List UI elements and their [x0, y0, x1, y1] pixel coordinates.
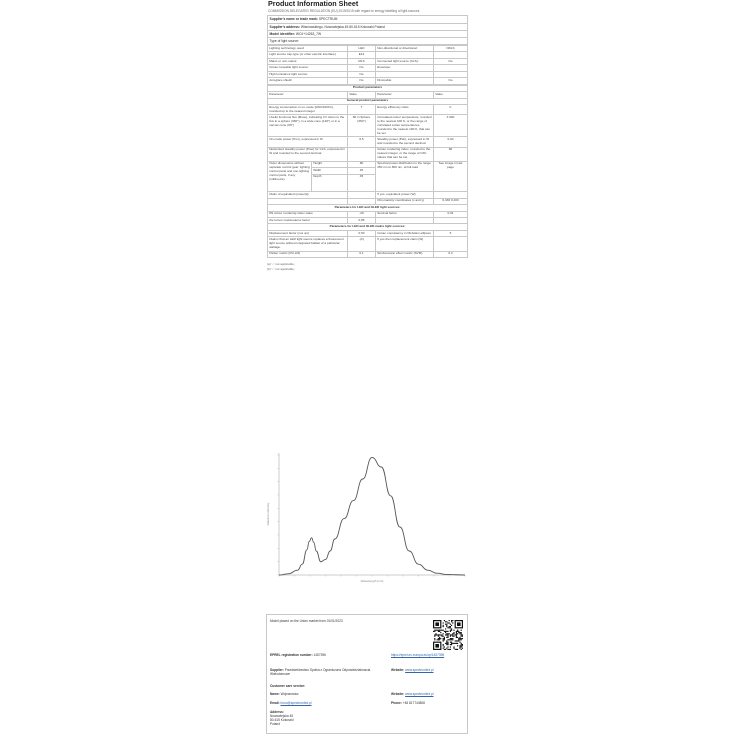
page-subtitle: COMMISSION DELEGATED REGULATION (EU) 2019/2015 with regard to energy labelling of light sources — [268, 8, 420, 13]
page-title: Product Information Sheet — [268, 0, 359, 8]
general-value-2: F — [434, 105, 468, 115]
mains-value: 0,50 — [348, 230, 376, 236]
supplier-address-row — [267, 24, 468, 31]
general-param-2: Standby power (Psb), expressed in W and rounded to the second decimal — [376, 137, 434, 147]
general-param: Energy consumption in on-mode (kWh/1000 h), rounded up to the nearest integer — [268, 105, 348, 115]
mains-param-2: If yes then replacement claim (W) — [376, 237, 434, 251]
mains-parameters-title: Parameters for LED and OLED mains light sources: — [268, 224, 468, 230]
phone-label: Phone: — [391, 701, 402, 705]
product-parameters-table — [267, 85, 468, 258]
supplier-value: Przedsiebiorstwo Spolka z Ograniczona Odpowiedzialnoscia Wielodomowe — [270, 668, 371, 676]
general-row — [268, 137, 468, 147]
chromaticity-value: 0,436 0,403 — [434, 198, 468, 204]
email-row — [270, 701, 312, 705]
address-label: Address: — [270, 710, 284, 714]
email-label: Email: — [270, 701, 280, 705]
spectral-distribution-value: See image in last page — [434, 161, 468, 192]
led-parameters-body — [268, 211, 468, 224]
info-box — [266, 614, 468, 734]
general-param-2: Colour rendering index, rounded to the nearest integer, or the range of CRI-values that can be set — [376, 147, 434, 161]
website-link[interactable]: www.spectrumled.pl — [405, 668, 434, 672]
supplier-block — [267, 15, 468, 44]
light-source-type-table — [267, 45, 468, 85]
phone-row — [391, 701, 425, 705]
general-parameters-title: General product parameters — [268, 98, 468, 104]
website-row — [391, 668, 433, 672]
led-value: 0,86 — [348, 218, 376, 224]
type-value: No — [348, 78, 376, 84]
type-param: Anti-glare shield: — [268, 78, 348, 84]
general-param: Networked standby power (Pnet) for CLS, expressed in W and rounded to the second decimal — [268, 147, 348, 161]
general-row — [268, 147, 468, 161]
chart-ticks — [278, 455, 466, 577]
dimension-depth-label: Depth — [312, 174, 348, 192]
market-placement-note: Model placed on the Union market from 01/01/2023 — [270, 619, 343, 623]
mains-row — [268, 251, 468, 257]
mains-value-2: 5 — [434, 230, 468, 236]
product-parameters-title: Product parameters — [268, 85, 468, 91]
supplier-name-value: SPECTRUM — [318, 17, 338, 22]
model-identifier-label: Model identifier: — [269, 31, 295, 36]
mains-param-2: Stroboscopic effect metric (SVM) — [376, 251, 434, 257]
address-block — [270, 710, 294, 727]
eprel-label: EPREL registration number: — [270, 653, 313, 657]
type-param-2: Connected light source (CLS): — [376, 58, 434, 64]
general-param: Useful luminous flux (Φuse), indicating if it refers to the flux in a sphere (360°), in a wide cone (120°) or in a narrow cone (90°) — [268, 115, 348, 137]
mains-param: Claims that an LED light source replaces a fluorescent light source without integrated ballast of a particular wattage. — [268, 237, 348, 251]
dimension-width-label: Width — [312, 168, 348, 174]
type-param-2: Envelope: — [376, 65, 434, 71]
email-link[interactable]: biuro@spectrumled.pl — [280, 701, 312, 705]
general-row — [268, 105, 468, 115]
type-param: Lighting technology used: — [268, 45, 348, 51]
name-value: Wojnarowicz — [280, 692, 299, 696]
general-value — [348, 147, 376, 161]
type-value: LED — [348, 45, 376, 51]
supplier-label: Supplier: — [270, 668, 284, 672]
mains-value-2: 0,4 — [434, 251, 468, 257]
led-param-2: Survival factor — [376, 211, 434, 217]
supplier-row — [270, 668, 382, 676]
eprel-row — [270, 653, 326, 657]
mains-row — [268, 237, 468, 251]
y-axis-label: Relative intensity — [266, 502, 270, 526]
general-parameters-body — [268, 105, 468, 162]
type-param: High luminance light source: — [268, 71, 348, 77]
general-value: 6,5 — [348, 137, 376, 147]
mains-value-2 — [434, 237, 468, 251]
eprel-link[interactable]: https://eprel.ec.europa.eu/qr/1457396 — [391, 653, 445, 657]
phone-value: +48 817744808 — [402, 701, 425, 705]
website2-row — [391, 692, 433, 696]
dimension-height-label: Height — [312, 161, 348, 167]
eprel-value: 1457396 — [313, 653, 326, 657]
led-parameters-title: Parameters for LED and OLED light sources: — [268, 205, 468, 211]
address-line-3: Poland — [270, 722, 280, 727]
header-value-2: Value — [434, 92, 468, 98]
type-row — [268, 78, 468, 84]
type-value: No — [348, 71, 376, 77]
type-table-body — [268, 45, 468, 84]
equivalent-power-label: If yes, equivalent power (W) — [376, 192, 434, 198]
mains-param: Displacement factor (cos φ1) — [268, 230, 348, 236]
model-identifier-row — [267, 31, 468, 38]
spectral-power-distribution-chart — [265, 449, 471, 585]
footnote-b: (b) '-': not applicable; — [267, 266, 295, 271]
type-param: Colour-tuneable light source: — [268, 65, 348, 71]
type-value: E14 — [348, 52, 376, 58]
mains-value: 0,1 — [348, 251, 376, 257]
name-label: Name: — [270, 692, 280, 696]
general-value: 7 — [348, 105, 376, 115]
led-param: the lumen maintenance factor — [268, 218, 348, 224]
header-parameter: Parameter — [268, 92, 348, 98]
led-param: R9 colour rendering index value — [268, 211, 348, 217]
chromaticity-label: Chromaticity coordinates (x and y) — [376, 198, 434, 204]
spectrum-series-line — [279, 457, 465, 575]
mains-param: Flicker metric (Pst LM) — [268, 251, 348, 257]
general-value-2: 3 000 — [434, 115, 468, 137]
led-value: -20 — [348, 211, 376, 217]
equivalent-power-claim-label: Claim of equivalent power(a) — [268, 192, 348, 198]
outer-dimensions-label: Outer dimensions without separate control gear, lighting control parts and non-lighting control parts, if any (millimetre) — [268, 161, 312, 192]
website2-label: Website: — [391, 692, 405, 696]
type-value-2: No — [434, 58, 468, 64]
footnote-a: (a) '-': not applicable; — [267, 261, 295, 266]
address-line-1: Nowowiejska 45 — [270, 714, 294, 719]
general-param: On-mode power (Pon), expressed in W — [268, 137, 348, 147]
supplier-address-value: Wisniowskiego, Nowowiejska 45 80-615 Kokoszki Poland — [300, 24, 385, 29]
general-value: 80 in Sphere (360°) — [348, 115, 376, 137]
header-value: Value — [348, 92, 376, 98]
general-value-2: 80 — [434, 147, 468, 161]
light-source-type-label: Type of light source: — [269, 38, 300, 43]
mains-value: -(b) — [348, 237, 376, 251]
general-value-2: 0,00 — [434, 137, 468, 147]
dimension-height-value: 80 — [348, 161, 376, 167]
led-value-2: 0,91 — [434, 211, 468, 217]
type-value: MLS — [348, 58, 376, 64]
model-identifier-value: WOJ+14263_7W — [295, 31, 322, 36]
dimension-depth-value: 45 — [348, 174, 376, 192]
general-param-2: Correlated colour temperature, rounded to the nearest 100 K, or the range of correlated colour temperatures, rounded to the nearest 100 K, that can be set — [376, 115, 434, 137]
footnotes — [267, 262, 468, 272]
mains-param-2: Colour consistency in McAdam ellipses — [376, 230, 434, 236]
type-value-2: No — [434, 78, 468, 84]
address-line-2: 80-615 Kokoszki — [270, 718, 294, 723]
light-source-type-row — [267, 38, 468, 45]
type-value-2: NDLS — [434, 45, 468, 51]
website2-link[interactable]: www.spectrumled.pl — [405, 692, 434, 696]
dimension-width-value: 45 — [348, 168, 376, 174]
header-parameter-2: Parameter — [376, 92, 434, 98]
type-param: Mains or non-mains: — [268, 58, 348, 64]
type-value: No — [348, 65, 376, 71]
supplier-name-row — [267, 15, 468, 23]
type-param-2: Non-directional or directional: — [376, 45, 434, 51]
name-row — [270, 692, 299, 696]
supplier-name-label: Supplier's name or trade mark: — [269, 17, 318, 22]
qr-code-icon[interactable] — [433, 620, 463, 650]
x-axis-label: Wavelength (nm) — [360, 579, 384, 583]
type-param-2: Dimmable: — [376, 78, 434, 84]
type-param: Light source cap-type (or other electric interface) — [268, 52, 348, 58]
website-label: Website: — [391, 668, 405, 672]
mains-parameters-body — [268, 230, 468, 257]
supplier-address-label: Supplier's address: — [269, 24, 300, 29]
product-information-sheet — [267, 0, 468, 272]
general-param-2: Energy efficiency class — [376, 105, 434, 115]
general-row — [268, 115, 468, 137]
spectral-distribution-label: Spectral power distribution in the range 250 nm to 800 nm, at full-load — [376, 161, 434, 192]
customer-care-label: Customer care service: — [270, 684, 306, 688]
